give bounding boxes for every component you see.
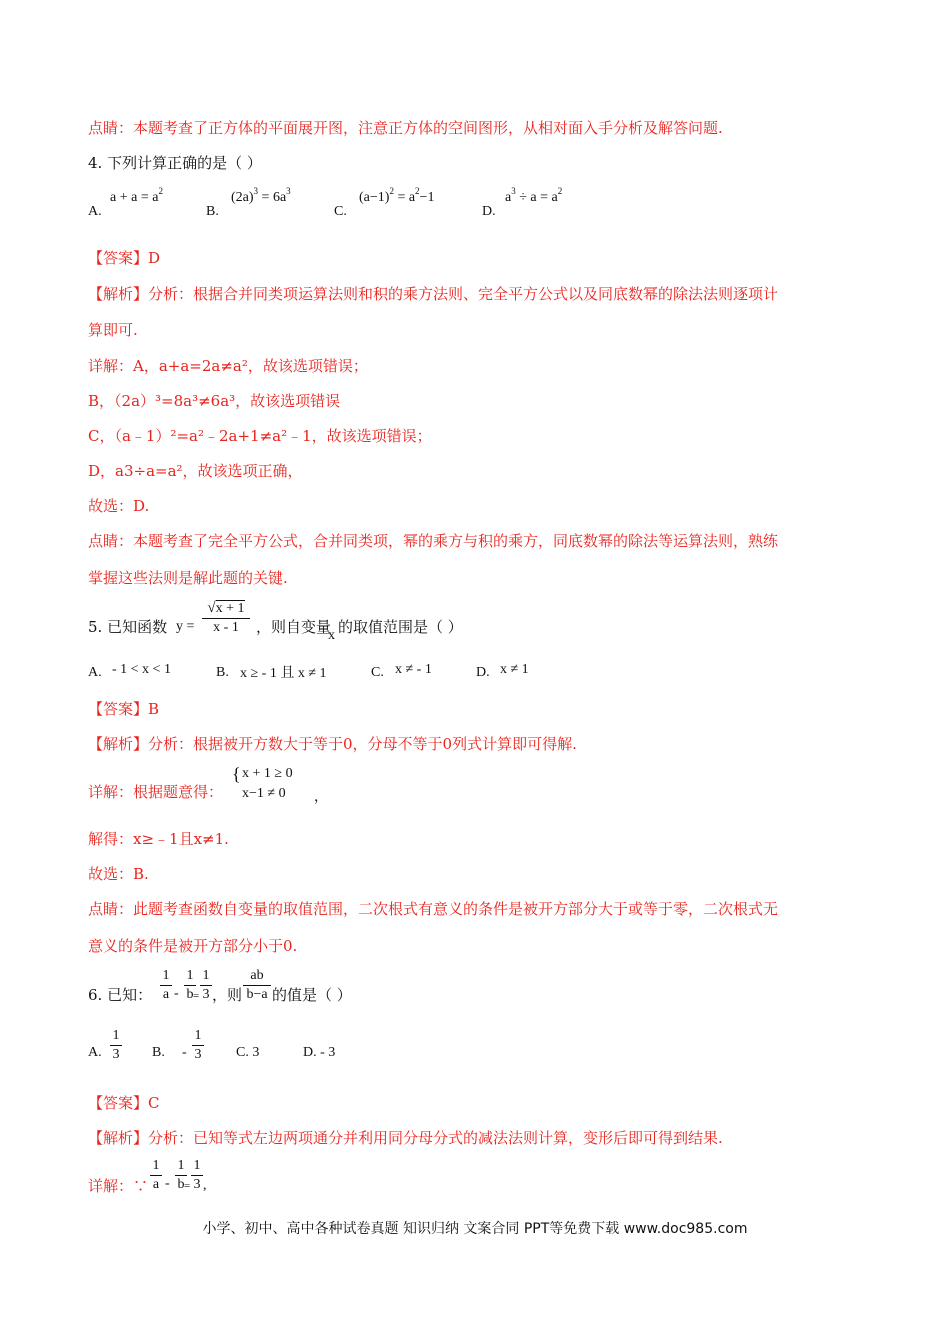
q6-option-d: D. - 3 <box>303 1045 336 1060</box>
q6-fraction-1-over-a: 1 a <box>160 968 172 1003</box>
q4-detail-b: B，（2a）³=8a³≠6a³，故该选项错误 <box>88 392 341 410</box>
q4-option-a: $a + a = a^2$ <box>110 186 163 205</box>
q5-system-line2: x−1 ≠ 0 <box>242 786 286 801</box>
q5-option-b: x ≥ - 1 且 x ≠ 1 <box>240 666 327 681</box>
q5-option-c-label: C. <box>371 665 384 680</box>
q6-option-b-fraction: 1 3 <box>192 1028 204 1063</box>
q6-detail-fraction-1-over-a: 1 a <box>150 1158 162 1193</box>
q5-function-fraction <box>202 600 250 636</box>
q4-option-b-label: B. <box>206 204 219 219</box>
q6-minus: - <box>174 986 179 1001</box>
q4-analysis-line2: 算即可. <box>88 321 138 339</box>
q5-comment-line1: 点睛：此题考查函数自变量的取值范围，二次根式有意义的条件是被开方部分大于或等于零，二次根式无 <box>88 900 779 918</box>
q6-detail-minus: - <box>165 1176 170 1191</box>
q6-answer: 【答案】C <box>88 1094 160 1112</box>
q5-option-c: x ≠ - 1 <box>395 662 432 677</box>
q4-comment-line1: 点睛：本题考查了完全平方公式，合并同类项，幂的乘方与积的乘方，同底数幂的除法等运算法则，熟练 <box>88 532 779 550</box>
q4-detail-d: D，a3÷a=a²，故该选项正确， <box>88 462 303 480</box>
q6-equals: = <box>193 990 200 1002</box>
q4-choose: 故选：D. <box>88 497 150 515</box>
q6-option-a-fraction: 1 3 <box>110 1028 122 1063</box>
q5-detail-prefix: 详解：根据题意得： <box>88 783 224 801</box>
q4-option-d-label: D. <box>482 204 496 219</box>
q4-option-c: $(a-1)^2 = a^2-1$ <box>359 186 435 205</box>
q5-var-x: x <box>328 628 335 643</box>
q6-fraction-1-over-3: 1 3 <box>200 968 212 1003</box>
q6-option-c: C. 3 <box>236 1045 260 1060</box>
q4-detail-c: C，（a﹣1）²=a²﹣2a+1≠a²﹣1，故该选项错误； <box>88 427 432 445</box>
q5-option-d: x ≠ 1 <box>500 662 529 677</box>
q6-detail-equals: = <box>184 1180 191 1192</box>
q5-stem-part2: ，则自变量 <box>256 618 332 636</box>
q5-comment-line2: 意义的条件是被开方部分小于0. <box>88 937 298 955</box>
q4-stem: 4. 下列计算正确的是（ ） <box>88 154 262 172</box>
q6-detail-comma: , <box>203 1178 207 1193</box>
q6-analysis: 【解析】分析：已知等式左边两项通分并利用同分母分式的减法法则计算，变形后即可得到结果. <box>88 1129 723 1147</box>
q5-fraction-denominator: x - 1 <box>213 620 239 635</box>
q4-answer: 【答案】D <box>88 249 161 267</box>
q5-system-comma: ， <box>314 790 328 805</box>
q4-option-c-label: C. <box>334 204 347 219</box>
q6-fraction-1-over-b: 1 b <box>184 968 196 1003</box>
q4-option-d: $a^3 \div a = a^2$ <box>505 186 563 205</box>
q6-stem-part3: 的值是（ ） <box>272 986 352 1004</box>
q4-analysis-line1: 【解析】分析：根据合并同类项运算法则和积的乘方法则、完全平方公式以及同底数幂的除法法则逐项计 <box>88 285 779 303</box>
q5-answer: 【答案】B <box>88 700 160 718</box>
q6-option-b-label: B. <box>152 1045 165 1060</box>
q5-choose: 故选：B. <box>88 865 149 883</box>
q4-option-b: $(2a)^3 = 6a^3$ <box>231 186 291 205</box>
q4-option-a-label: A. <box>88 204 102 219</box>
q3-comment: 点睛：本题考查了正方体的平面展开图，注意正方体的空间图形，从相对面入手分析及解答问题. <box>88 119 723 137</box>
q6-fraction-ab-over-b-minus-a: ab b−a <box>243 968 271 1003</box>
q5-system-line1: x + 1 ≥ 0 <box>242 766 293 781</box>
q5-solve: 解得：x≥﹣1且x≠1. <box>88 830 229 848</box>
q5-option-a-label: A. <box>88 665 102 680</box>
q5-y-eq: y = <box>176 619 195 634</box>
q6-option-b-minus: - <box>182 1045 187 1060</box>
q5-fraction-numerator: √x + 1 <box>207 600 245 616</box>
q4-detail-a: 详解：A，a+a=2a≠a²，故该选项错误； <box>88 357 368 375</box>
q6-detail-fraction-1-over-b: 1 b <box>175 1158 187 1193</box>
q5-option-b-label: B. <box>216 665 229 680</box>
q6-detail-prefix: 详解：∵ <box>88 1177 149 1195</box>
q5-analysis: 【解析】分析：根据被开方数大于等于0，分母不等于0列式计算即可得解. <box>88 735 577 753</box>
q6-stem-part2: ，则 <box>212 986 243 1004</box>
q5-option-a: - 1 < x < 1 <box>112 662 171 677</box>
q5-stem-part1: 5. 已知函数 <box>88 618 168 636</box>
q5-option-d-label: D. <box>476 665 490 680</box>
q6-stem-part1: 6. 已知： <box>88 986 153 1004</box>
page-footer: 小学、初中、高中各种试卷真题 知识归纳 文案合同 PPT等免费下载 www.doc985.com <box>202 1221 748 1237</box>
q4-comment-line2: 掌握这些法则是解此题的关键. <box>88 569 288 587</box>
q5-stem-part3: 的取值范围是（ ） <box>338 618 463 636</box>
q5-brace: { <box>232 764 241 784</box>
q6-detail-fraction-1-over-3: 1 3 <box>191 1158 203 1193</box>
q6-option-a-label: A. <box>88 1045 102 1060</box>
